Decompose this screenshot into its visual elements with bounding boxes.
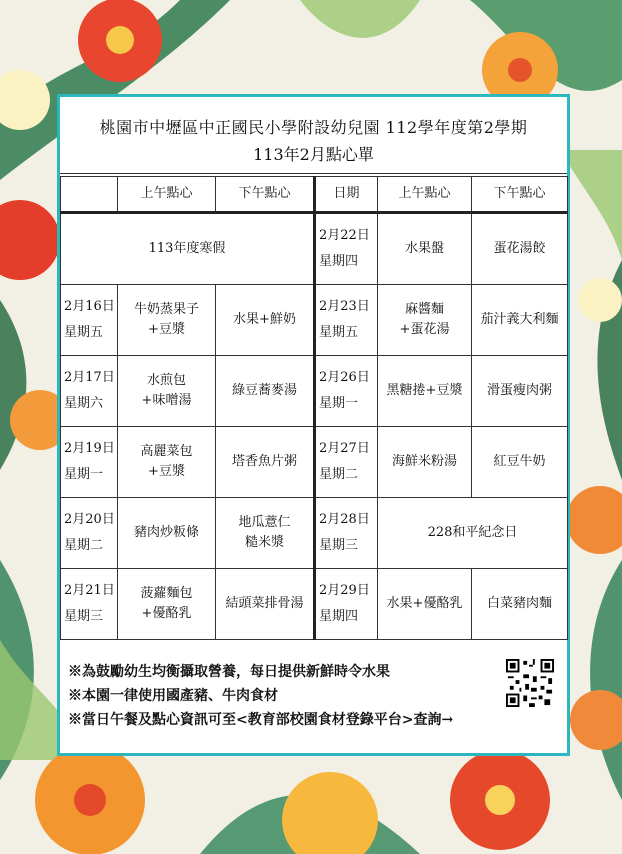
date-label: 2月29日 (319, 583, 370, 598)
morning-snack-line: 牛奶蒸果子 (133, 302, 199, 317)
afternoon-snack-line: 滑蛋瘦肉粥 (486, 383, 552, 398)
morning-snack-line: 黑糖捲+豆漿 (386, 383, 463, 398)
morning-snack-line: 豬肉炒粄條 (133, 525, 199, 540)
morning-snack-line: 麻醬麵 (404, 302, 444, 317)
afternoon-snack-cell (472, 356, 568, 427)
afternoon-snack-cell (216, 427, 315, 498)
note-platform: ※當日午餐及點心資訊可至<教育部校園食材登錄平台>查詢→ (68, 712, 454, 728)
date-label: 2月27日 (319, 441, 370, 456)
afternoon-snack-cell (472, 427, 568, 498)
holiday-cell: 228和平紀念日 (378, 498, 568, 569)
morning-snack-cell (378, 427, 472, 498)
qr-code-icon[interactable] (506, 659, 554, 707)
morning-snack-cell (378, 285, 472, 356)
weekday-label: 星期三 (64, 609, 104, 624)
morning-snack-cell (378, 569, 472, 640)
weekday-label: 星期一 (319, 396, 359, 411)
afternoon-snack-line: 茄汁義大利麵 (480, 312, 559, 327)
date-label: 2月22日 (319, 228, 370, 243)
afternoon-snack-line: 綠豆蕎麥湯 (231, 383, 297, 398)
date-cell (61, 498, 118, 569)
menu-title (60, 97, 567, 174)
afternoon-snack-line: 水果+鮮奶 (233, 312, 296, 327)
morning-snack-line: 水煎包 (146, 373, 186, 388)
morning-snack-cell (118, 498, 216, 569)
afternoon-snack-line: 蛋花湯餃 (493, 241, 546, 256)
morning-snack-cell (378, 356, 472, 427)
afternoon-snack-cell (216, 356, 315, 427)
table-row (61, 285, 568, 356)
header-afternoon-right: 下午點心 (472, 177, 568, 213)
afternoon-snack-line: 結頭菜排骨湯 (225, 596, 304, 611)
date-cell (61, 427, 118, 498)
date-cell (315, 569, 378, 640)
date-label: 2月20日 (64, 512, 115, 527)
header-date-right: 日期 (315, 177, 378, 213)
afternoon-snack-line: 白菜豬肉麵 (486, 596, 552, 611)
weekday-label: 星期五 (319, 325, 359, 340)
date-cell (315, 285, 378, 356)
morning-snack-line: +豆漿 (148, 464, 185, 479)
header-row (61, 177, 568, 213)
morning-snack-line: 菠蘿麵包 (140, 586, 193, 601)
afternoon-snack-cell (216, 498, 315, 569)
morning-snack-line: +蛋花湯 (399, 322, 450, 337)
morning-snack-cell (118, 569, 216, 640)
morning-snack-line: 水果盤 (404, 241, 444, 256)
snack-menu-card (57, 94, 570, 756)
morning-snack-line: 海鮮米粉湯 (391, 454, 457, 469)
weekday-label: 星期一 (64, 467, 104, 482)
afternoon-snack-line: 紅豆牛奶 (493, 454, 546, 469)
morning-snack-cell (118, 427, 216, 498)
date-cell (315, 213, 378, 285)
menu-month-title: 113年2月點心單 (253, 145, 374, 164)
date-label: 2月19日 (64, 441, 115, 456)
date-cell (315, 498, 378, 569)
header-afternoon-left: 下午點心 (216, 177, 315, 213)
morning-snack-line: 水果+優酪乳 (386, 596, 463, 611)
table-row (61, 213, 568, 285)
table-row (61, 427, 568, 498)
date-cell (61, 285, 118, 356)
afternoon-snack-line: 地瓜薏仁 (238, 515, 291, 530)
date-label: 2月17日 (64, 370, 115, 385)
date-cell (61, 569, 118, 640)
winter-break-cell: 113年度寒假 (61, 213, 315, 285)
morning-snack-cell (118, 356, 216, 427)
table-row (61, 498, 568, 569)
afternoon-snack-cell (472, 285, 568, 356)
afternoon-snack-cell (216, 569, 315, 640)
afternoon-snack-cell (216, 285, 315, 356)
weekday-label: 星期四 (319, 254, 359, 269)
date-label: 2月23日 (319, 299, 370, 314)
snack-menu-table (60, 176, 568, 640)
date-label: 2月26日 (319, 370, 370, 385)
afternoon-snack-line: 塔香魚片粥 (231, 454, 297, 469)
morning-snack-cell (378, 213, 472, 285)
school-title: 桃園市中壢區中正國民小學附設幼兒園 112學年度第2學期 (99, 118, 528, 137)
date-cell (61, 356, 118, 427)
morning-snack-cell (118, 285, 216, 356)
table-row (61, 569, 568, 640)
header-morning-right: 上午點心 (378, 177, 472, 213)
notes (68, 660, 508, 732)
morning-snack-line: +豆漿 (148, 322, 185, 337)
weekday-label: 星期二 (319, 467, 359, 482)
morning-snack-line: 高麗菜包 (140, 444, 193, 459)
date-label: 2月21日 (64, 583, 115, 598)
weekday-label: 星期二 (64, 538, 104, 553)
date-label: 2月16日 (64, 299, 115, 314)
note-meat: ※本園一律使用國產豬、牛肉食材 (68, 688, 278, 704)
table-row (61, 356, 568, 427)
afternoon-snack-cell (472, 569, 568, 640)
afternoon-snack-cell (472, 213, 568, 285)
date-label: 2月28日 (319, 512, 370, 527)
date-cell (315, 356, 378, 427)
note-fruit: ※為鼓勵幼生均衡攝取營養，每日提供新鮮時令水果 (68, 664, 390, 680)
weekday-label: 星期六 (64, 396, 104, 411)
header-date-left (61, 177, 118, 213)
afternoon-snack-line: 糙米漿 (244, 535, 284, 550)
morning-snack-line: +優酪乳 (141, 606, 192, 621)
header-morning-left: 上午點心 (118, 177, 216, 213)
date-cell (315, 427, 378, 498)
weekday-label: 星期三 (319, 538, 359, 553)
weekday-label: 星期五 (64, 325, 104, 340)
morning-snack-line: +味噌湯 (141, 393, 192, 408)
weekday-label: 星期四 (319, 609, 359, 624)
